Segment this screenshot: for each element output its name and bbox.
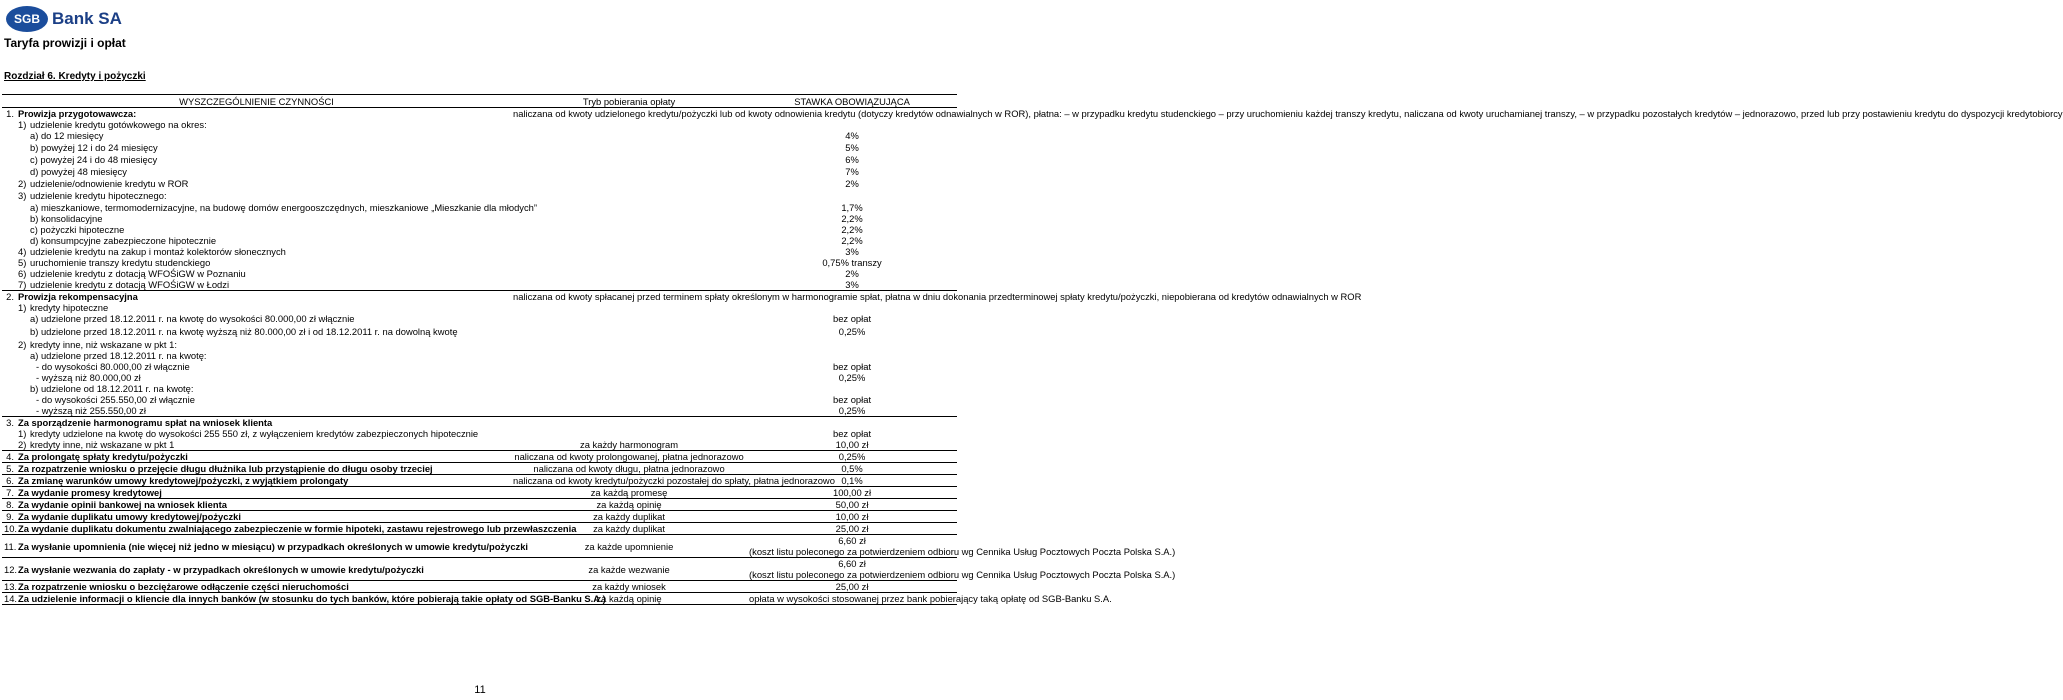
rate-value: bez opłat [833, 313, 872, 324]
fee-mode: za każde wezwanie [511, 558, 747, 581]
sub-number: 1) [18, 119, 27, 130]
rate-value: 10,00 zł [747, 511, 957, 523]
table-row [2, 535, 957, 558]
rate-value: 0,25% [838, 405, 866, 416]
table-row [2, 166, 957, 178]
item-title: Za wydanie duplikatu umowy kredytowej/pożyczki [16, 511, 511, 523]
sub-number: 1) [18, 302, 27, 313]
sub-number: 2) [18, 178, 27, 189]
section-title: Rozdział 6. Kredyty i pożyczki [4, 71, 146, 82]
fee-mode: naliczana od kwoty prolongowanej, płatna jednorazowo [511, 451, 747, 463]
item-text: b) udzielone przed 18.12.2011 r. na kwotę wyższą niż 80.000,00 zł i od 18.12.2011 r. na dowolną kwotę [30, 326, 458, 337]
sub-number: 2) [18, 339, 27, 350]
document-title: Taryfa prowizji i opłat [4, 36, 126, 50]
header-specific: WYSZCZEGÓLNIENIE CZYNNOŚCI [2, 95, 511, 108]
fee-mode: naliczana od kwoty kredytu/pożyczki pozostałej do spłaty, płatna jednorazowo [513, 475, 835, 486]
logo-badge: SGB [6, 6, 48, 32]
rate-value: 6,60 zł [838, 535, 866, 546]
table-row [2, 350, 957, 361]
fees-table [2, 94, 2063, 605]
item-number: 5. [2, 463, 16, 475]
item-title: Prowizja rekompensacyjna [16, 291, 511, 303]
item-number: 2. [2, 291, 16, 303]
item-text: udzielenie kredytu z dotacją WFOŚiGW w Łodzi [30, 279, 230, 290]
item-text: udzielenie/odnowienie kredytu w ROR [30, 178, 189, 189]
rate-value: 2,2% [841, 235, 863, 246]
rate-value: 6% [845, 154, 859, 165]
item-text: - wyższą niż 80.000,00 zł [36, 372, 141, 383]
rate-value: 3% [845, 279, 859, 290]
rate-value: bez opłat [833, 394, 872, 405]
rate-value: 6,60 zł [838, 558, 866, 569]
table-row [2, 451, 957, 463]
rate-value: 0,25% [838, 372, 866, 383]
bank-logo [6, 6, 122, 32]
rate-value: 0,75% transzy [822, 257, 882, 268]
header-mode: Tryb pobierania opłaty [511, 95, 747, 108]
table-row [2, 154, 957, 166]
table-row [2, 383, 957, 394]
table-row [2, 302, 957, 313]
table-row [2, 119, 957, 130]
item-number: 11. [2, 535, 16, 558]
sub-number: 1) [18, 428, 27, 439]
table-row [2, 439, 957, 451]
table-row [2, 213, 957, 224]
fee-mode: za każdy duplikat [511, 511, 747, 523]
header-rate: STAWKA OBOWIĄZUJĄCA [747, 95, 957, 108]
table-header [2, 95, 957, 108]
rate-value: 100,00 zł [747, 487, 957, 499]
item-number: 12. [2, 558, 16, 581]
item-text: kredyty udzielone na kwotę do wysokości 255 550 zł, z wyłączeniem kredytów zabezpieczonych hipotecznie [30, 428, 479, 439]
item-text: - do wysokości 80.000,00 zł włącznie [36, 361, 190, 372]
table-row [2, 372, 957, 383]
item-text: a) mieszkaniowe, termomodernizacyjne, na budowę domów energooszczędnych, mieszkaniowe „Mieszkanie dla młodych” [30, 202, 538, 213]
table-row [2, 463, 957, 475]
rate-value: opłata w wysokości stosowanej przez bank pobierający taką opłatę od SGB-Banku S.A. [749, 593, 1112, 604]
rate-value: 25,00 zł [747, 581, 957, 593]
table-row [2, 558, 957, 581]
table-row [2, 593, 957, 605]
table-row [2, 361, 957, 372]
item-title: Za zmianę warunków umowy kredytowej/pożyczki, z wyjątkiem prolongaty [16, 475, 511, 487]
rate-value: 3% [845, 246, 859, 257]
item-text: a) do 12 miesięcy [30, 130, 104, 141]
table-row [2, 405, 957, 417]
rate-value: 50,00 zł [747, 499, 957, 511]
item-text: kredyty inne, niż wskazane w pkt 1: [30, 339, 177, 350]
item-text: d) powyżej 48 miesięcy [30, 166, 127, 177]
item-number: 10. [4, 523, 18, 534]
table-row [2, 268, 957, 279]
item-text: kredyty inne, niż wskazane w pkt 1 [30, 439, 175, 450]
fee-mode: naliczana od kwoty spłacanej przed terminem spłaty określonym w harmonogramie spłat, płatna w dniu dokonania przedterminowej spłaty kredytu/pożyczki, niepobierana od kredytów odnawialnych w ROR [511, 291, 747, 351]
table-row [2, 202, 957, 213]
table-row [2, 499, 957, 511]
item-number: 3. [2, 417, 16, 429]
rate-value: 2,2% [841, 224, 863, 235]
rate-value: 1,7% [841, 202, 863, 213]
item-title: Za wysłanie upomnienia (nie więcej niż jedno w miesiącu) w przypadkach określonych w umowie kredytu/pożyczki [16, 535, 511, 558]
item-number: 1. [2, 108, 16, 120]
item-text: a) udzielone przed 18.12.2011 r. na kwotę: [30, 350, 207, 361]
item-number: 8. [2, 499, 16, 511]
rate-value: 5% [845, 142, 859, 153]
rate-value: bez opłat [833, 361, 872, 372]
rate-value: 7% [845, 166, 859, 177]
item-title: Za wysłanie wezwania do zapłaty - w przypadkach określonych w umowie kredytu/pożyczki [16, 558, 511, 581]
sub-number: 2) [18, 439, 27, 450]
item-title: Za wydanie promesy kredytowej [16, 487, 511, 499]
rate-value: 0,25% [838, 326, 866, 337]
rate-value: 0,25% [747, 451, 957, 463]
item-text: b) udzielone od 18.12.2011 r. na kwotę: [30, 383, 194, 394]
item-number: 14. [4, 593, 18, 604]
item-number: 9. [2, 511, 16, 523]
table-row [2, 487, 957, 499]
table-row [2, 235, 957, 246]
table-row [2, 475, 957, 487]
fee-mode: za każdą opinię [511, 593, 747, 605]
table-row [2, 326, 957, 339]
table-row [2, 246, 957, 257]
item-title: Za udzielenie informacji o kliencie dla innych banków (w stosunku do tych banków, które pobierają takie opłaty od SGB-Banku S.A.) [18, 593, 606, 604]
fee-mode: naliczana od kwoty udzielonego kredytu/pożyczki lub od kwoty odnowienia kredytu (dotyczy kredytów odnawialnych w ROR), płatna: – w przypadku kredytu studenckiego – przy uruchomieniu każdej transzy kredytu, naliczana od kwoty uruchamianej transzy, – w przypadku pozostałych kredytów – jednorazowo, przed lub przy postawieniu kredytu do dyspozycji kredytobiorcy [511, 108, 747, 203]
page-number: 11 [474, 684, 486, 696]
rate-value: bez opłat [833, 428, 872, 439]
sub-number: 4) [18, 246, 27, 257]
item-text: udzielenie kredytu gotówkowego na okres: [30, 119, 207, 130]
item-text: c) pożyczki hipoteczne [30, 224, 125, 235]
item-text: uruchomienie transzy kredytu studenckiego [30, 257, 211, 268]
item-text: kredyty hipoteczne [30, 302, 109, 313]
item-title: Za rozpatrzenie wniosku o bezciężarowe odłączenie części nieruchomości [16, 581, 511, 593]
fee-mode: za każdy harmonogram [580, 439, 679, 450]
item-text: - do wysokości 255.550,00 zł włącznie [36, 394, 195, 405]
sub-number: 3) [18, 190, 27, 201]
table-row [2, 428, 957, 439]
item-number: 4. [2, 451, 16, 463]
item-text: udzielenie kredytu hipotecznego: [30, 190, 167, 201]
rate-value: 10,00 zł [835, 439, 869, 450]
rate-value: 0,1% [747, 475, 957, 487]
item-number: 7. [2, 487, 16, 499]
rate-value: 2% [845, 268, 859, 279]
table-row [2, 417, 957, 429]
item-text: a) udzielone przed 18.12.2011 r. na kwotę do wysokości 80.000,00 zł włącznie [30, 313, 355, 324]
fee-mode: za każdą promesę [511, 487, 747, 499]
table-row [2, 130, 957, 142]
fee-mode: naliczana od kwoty długu, płatna jednorazowo [511, 463, 747, 475]
table-row [2, 394, 957, 405]
item-text: - wyższą niż 255.550,00 zł [36, 405, 146, 416]
item-title: Za wydanie opinii bankowej na wniosek klienta [16, 499, 511, 511]
item-number: 6. [2, 475, 16, 487]
item-title: Za prolongatę spłaty kredytu/pożyczki [16, 451, 511, 463]
table-row [2, 511, 957, 523]
table-row [2, 581, 957, 593]
fee-mode: za każde upomnienie [511, 535, 747, 558]
item-text: d) konsumpcyjne zabezpieczone hipotecznie [30, 235, 217, 246]
rate-note: (koszt listu poleconego za potwierdzeniem odbioru wg Cennika Usług Pocztowych Poczta Polska S.A.) [749, 546, 1176, 557]
item-text: b) konsolidacyjne [30, 213, 103, 224]
rate-value: 25,00 zł [747, 523, 957, 535]
fee-mode: za każdy duplikat [511, 523, 747, 535]
sub-number: 5) [18, 257, 27, 268]
rate-value: 4% [845, 130, 859, 141]
sub-number: 6) [18, 268, 27, 279]
sub-number: 7) [18, 279, 27, 290]
item-title: Za wydanie duplikatu dokumentu zwalniającego zabezpieczenie w formie hipoteki, zastawu rejestrowego lub przewłaszczenia [18, 523, 577, 534]
table-row [2, 291, 957, 303]
item-text: b) powyżej 12 i do 24 miesięcy [30, 142, 158, 153]
logo-text: Bank SA [52, 9, 122, 28]
table-row [2, 339, 957, 350]
item-title: Prowizja przygotowawcza: [16, 108, 511, 120]
rate-value: 0,5% [747, 463, 957, 475]
item-text: udzielenie kredytu na zakup i montaż kolektorów słonecznych [30, 246, 286, 257]
table-row [2, 257, 957, 268]
fee-mode: za każdą opinię [511, 499, 747, 511]
table-row [2, 190, 957, 202]
rate-note: (koszt listu poleconego za potwierdzeniem odbioru wg Cennika Usług Pocztowych Poczta Polska S.A.) [749, 569, 1176, 580]
table-row [2, 224, 957, 235]
item-title: Za rozpatrzenie wniosku o przejęcie długu dłużnika lub przystąpienie do długu osoby trzeciej [16, 463, 511, 475]
item-text: udzielenie kredytu z dotacją WFOŚiGW w Poznaniu [30, 268, 246, 279]
table-row [2, 142, 957, 154]
rate-value: 2% [845, 178, 859, 189]
item-title: Za sporządzenie harmonogramu spłat na wniosek klienta [16, 417, 747, 429]
item-text: c) powyżej 24 i do 48 miesięcy [30, 154, 158, 165]
table-row [2, 178, 957, 190]
item-number: 13. [4, 581, 18, 592]
table-row [2, 279, 957, 291]
table-row [2, 108, 957, 120]
table-row [2, 523, 957, 535]
fee-mode: za każdy wniosek [511, 581, 747, 593]
table-row [2, 313, 957, 326]
rate-value: 2,2% [841, 213, 863, 224]
